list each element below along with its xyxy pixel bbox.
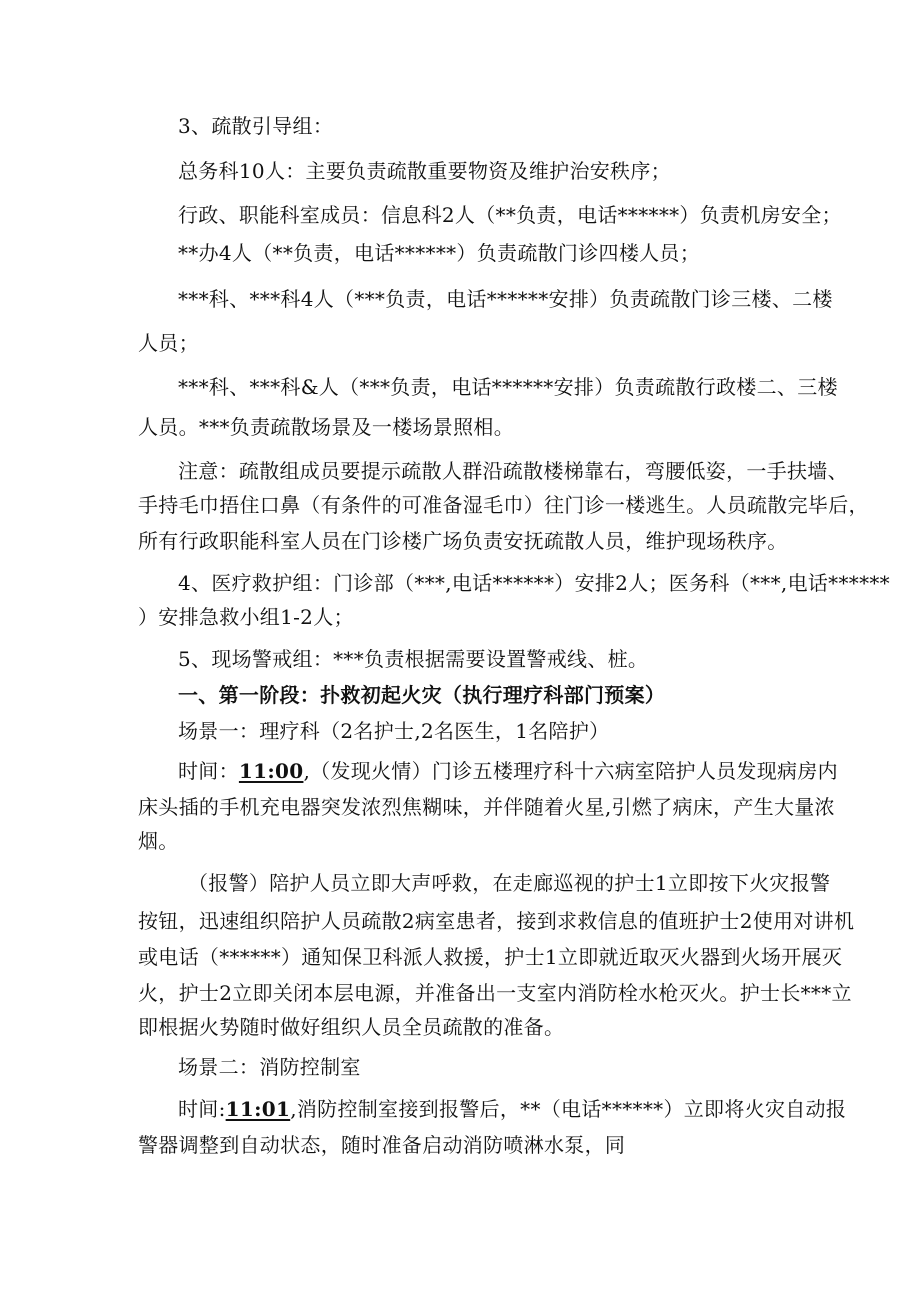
time-value: 11:01 — [225, 1097, 291, 1121]
paragraph-line: **办4人（**负责，电话******）负责疏散门诊四楼人员； — [178, 241, 701, 265]
section-heading-medical: 4、医疗救护组：门诊部（***,电话******）安排2人；医务科（***,电话****** — [178, 571, 890, 595]
time-text: 门诊五楼理疗科十六病室陪护人员发现病房内 — [431, 759, 838, 783]
paragraph-line: 行政、职能科室成员：信息科2人（**负责，电话******）负责机房安全； — [178, 203, 842, 227]
time-text: 消防控制室接到报警后，**（电话******）立即将火灾自动报 — [296, 1097, 847, 1121]
paragraph-line: 总务科10人：主要负责疏散重要物资及维护治安秩序； — [178, 159, 671, 183]
time-label: 时间： — [178, 759, 239, 783]
paragraph-line: 床头插的手机充电器突发浓烈焦糊味，并伴随着火星,引燃了病床，产生大量浓 — [138, 795, 835, 819]
paragraph-line: ***科、***科&人（***负责，电话******安排）负责疏散行政楼二、三楼 — [178, 375, 838, 399]
stage-heading: 一、第一阶段：扑救初起火灾（执行理疗科部门预案） — [178, 683, 666, 707]
time-label: 时间: — [178, 1097, 226, 1121]
paragraph-line: 人员； — [138, 331, 199, 355]
time-suffix: ,（发现火情） — [303, 759, 432, 783]
paragraph-line-time2 — [178, 1096, 846, 1122]
paragraph-line: 手持毛巾捂住口鼻（有条件的可准备湿毛巾）往门诊一楼逃生。人员疏散完毕后， — [138, 493, 869, 517]
scene-heading: 场景二：消防控制室 — [178, 1055, 361, 1079]
paragraph-line: 或电话（******）通知保卫科派人救援，护士1立即就近取灭火器到火场开展灭 — [138, 945, 843, 969]
paragraph-line: 所有行政职能科室人员在门诊楼广场负责安抚疏散人员，维护现场秩序。 — [138, 529, 788, 553]
paragraph-line: ）安排急救小组1-2人； — [138, 605, 354, 629]
paragraph-line-time1 — [178, 758, 838, 784]
paragraph-line: ***科、***科4人（***负责，电话******安排）负责疏散门诊三楼、二楼 — [178, 287, 833, 311]
paragraph-line: 火，护士2立即关闭本层电源，并准备出一支室内消防栓水枪灭火。护士长***立 — [138, 981, 852, 1005]
paragraph-line: 注意：疏散组成员要提示疏散人群沿疏散楼梯靠右，弯腰低姿，一手扶墙、 — [178, 459, 848, 483]
paragraph-line: 烟。 — [138, 829, 179, 853]
paragraph-line: 警器调整到自动状态，随时准备启动消防喷淋水泵，同 — [138, 1133, 626, 1157]
time-value: 11:00 — [238, 759, 304, 783]
scene-heading: 场景一：理疗科（2名护士,2名医生，1名陪护） — [178, 719, 610, 743]
paragraph-line: 即根据火势随时做好组织人员全员疏散的准备。 — [138, 1015, 565, 1039]
time-suffix: , — [290, 1097, 297, 1121]
section-heading-cordon: 5、现场警戒组：***负责根据需要设置警戒线、桩。 — [178, 647, 649, 671]
paragraph-line: 按钮，迅速组织陪护人员疏散2病室患者，接到求救信息的值班护士2使用对讲机 — [138, 909, 855, 933]
section-heading-evacuation: 3、疏散引导组： — [178, 114, 334, 138]
paragraph-line: （报警）陪护人员立即大声呼救，在走廊巡视的护士1立即按下火灾报警 — [188, 871, 831, 895]
paragraph-line: 人员。***负责疏散场景及一楼场景照相。 — [138, 415, 514, 439]
